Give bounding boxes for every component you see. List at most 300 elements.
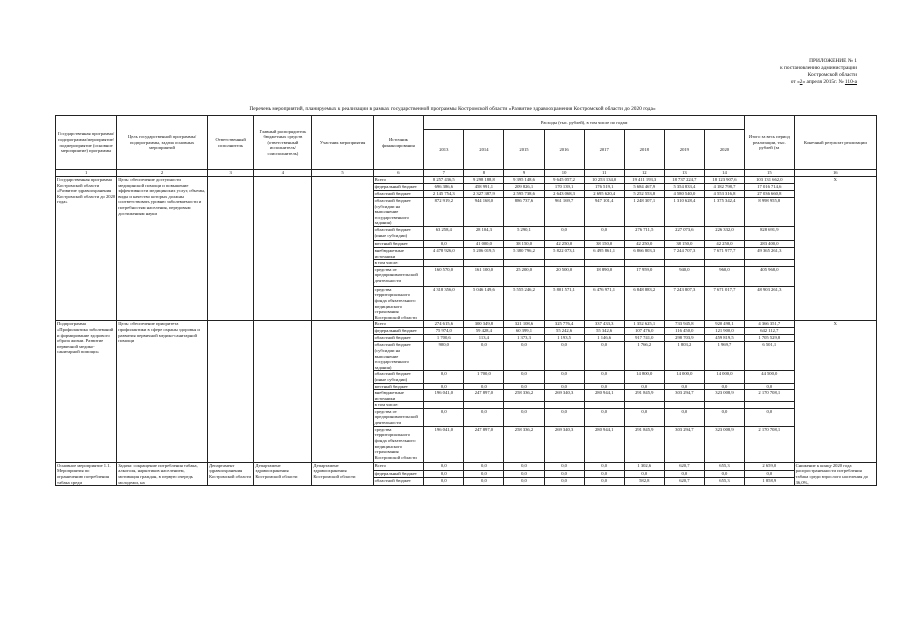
col-budget-manager: Главный распорядитель бюджетных средств (ответственный исполнитель/ соисполнитель): [254, 116, 312, 170]
year-value-cell: 459 819,5: [704, 335, 744, 342]
total-value-cell: 1 705 529,8: [745, 335, 795, 342]
source-cell: средства территориального фонда обязательного медицинского страхования Костромской области: [373, 286, 424, 321]
year-value-cell: 0,0: [464, 470, 504, 478]
year-value-cell: 247 897,0: [464, 390, 504, 402]
year-value-cell: 5 252 553,8: [624, 191, 664, 198]
program-name-cell: Государственная программа Костромской области «Развитие здравоохранения Костромской области до 2020 года»: [56, 177, 117, 321]
year-value-cell: 300 349,8: [464, 321, 504, 328]
year-value-cell: 0,0: [544, 478, 584, 486]
col-result: Конечный результат реализации: [794, 116, 876, 170]
year-value-cell: 0,0: [584, 226, 624, 240]
total-value-cell: 405 968,0: [745, 266, 795, 286]
year-value-cell: [624, 402, 664, 409]
year-value-cell: 2 327 387,9: [464, 191, 504, 198]
year-value-cell: [584, 402, 624, 409]
total-value-cell: 49 365 261,3: [745, 247, 795, 259]
year-value-cell: 8 257 436,5: [424, 177, 464, 184]
source-cell: в том числе:: [373, 402, 424, 409]
appendix-label: ПРИЛОЖЕНИЕ № 1: [809, 58, 857, 64]
year-value-cell: 0,0: [464, 383, 504, 390]
year-value-cell: 0,0: [464, 342, 504, 371]
year-value-cell: 961 169,7: [544, 198, 584, 227]
year-value-cell: 14 000,0: [664, 371, 704, 383]
total-value-cell: 4 366 351,7: [745, 321, 795, 328]
year-value-cell: 0,0: [424, 240, 464, 247]
source-cell: местный бюджет: [373, 383, 424, 390]
year-value-cell: 0,0: [504, 478, 544, 486]
year-value-cell: 38 150,0: [584, 240, 624, 247]
year-value-cell: 303 294,7: [664, 426, 704, 462]
year-value-cell: 5 801 571,1: [544, 286, 584, 321]
year-value-cell: 247 897,0: [464, 426, 504, 462]
year-value-cell: 655,3: [704, 462, 744, 470]
year-value-cell: 5 354 833,4: [664, 184, 704, 191]
table-header: [56, 116, 877, 177]
year-value-cell: 2 643 068,3: [544, 191, 584, 198]
year-value-cell: 1 248 307,1: [624, 198, 664, 227]
budget-manager-cell: Департамент здравоохранения Костромской области: [254, 462, 312, 485]
year-value-cell: 55 342,6: [584, 328, 624, 335]
year-value-cell: 0,0: [424, 470, 464, 478]
year-value-cell: 0,0: [664, 470, 704, 478]
source-cell: областной бюджет (субсидии на выполнение государственного задания): [373, 342, 424, 371]
col-number: 11: [584, 170, 624, 177]
year-value-cell: 321 108,6: [504, 321, 544, 328]
year-value-cell: 0,0: [584, 342, 624, 371]
year-value-cell: 0,0: [584, 470, 624, 478]
year-value-cell: 41 000,0: [464, 240, 504, 247]
year-value-cell: 28 104,3: [464, 226, 504, 240]
year-value-cell: 116 450,0: [664, 328, 704, 335]
source-cell: внебюджетные источники: [373, 390, 424, 402]
result-mark-cell: Х: [794, 177, 876, 321]
year-value-cell: 42 250,0: [624, 240, 664, 247]
year-value-cell: 5 684 467,9: [624, 184, 664, 191]
year-value-cell: 0,0: [704, 408, 744, 426]
year-value-cell: 4 318 356,0: [424, 286, 464, 321]
year-value-cell: 1 375 342,4: [704, 198, 744, 227]
year-value-cell: 582,8: [624, 478, 664, 486]
year-value-cell: 0,0: [704, 383, 744, 390]
total-value-cell: 283 400,0: [745, 240, 795, 247]
year-value-cell: 1 310 628,4: [664, 198, 704, 227]
year-value-cell: 0,0: [544, 462, 584, 470]
year-value-cell: [424, 260, 464, 267]
year-value-cell: 6 476 971,1: [584, 286, 624, 321]
source-cell: федеральный бюджет: [373, 184, 424, 191]
year-value-cell: 0,0: [504, 470, 544, 478]
year-value-cell: 42 250,0: [704, 240, 744, 247]
col-year: 2019: [664, 130, 704, 170]
year-value-cell: 0,0: [624, 470, 664, 478]
year-value-cell: 1 803,2: [664, 342, 704, 371]
year-value-cell: 0,0: [504, 462, 544, 470]
col-responsible: Ответственный исполнитель: [207, 116, 253, 170]
col-year: 2015: [504, 130, 544, 170]
col-year: 2017: [584, 130, 624, 170]
responsible-cell: [207, 321, 253, 463]
col-total-label: Итого за весь период реализации, тыс. рублей: [748, 134, 790, 151]
col-number: 4: [254, 170, 312, 177]
col-year: 2014: [464, 130, 504, 170]
participant-cell: [312, 177, 373, 321]
year-value-cell: 0,0: [584, 462, 624, 470]
source-cell: внебюджетные источники: [373, 247, 424, 259]
goal-cell: Цель: обеспечение доступности медицинской помощи и повышение эффективности медицинских услуг, объемы, виды и качество которых должны соответствовать уровню заболеваемости и потребностям населения, передовым достижениям науки: [117, 177, 208, 321]
result-mark-cell: Х: [794, 321, 876, 463]
year-value-cell: 19 411 193,3: [624, 177, 664, 184]
year-value-cell: 0,0: [584, 478, 624, 486]
year-value-cell: 258 336,2: [504, 426, 544, 462]
year-value-cell: 276 711,5: [624, 226, 664, 240]
year-value-cell: 0,0: [464, 478, 504, 486]
year-value-cell: [704, 260, 744, 267]
year-value-cell: 0,0: [544, 383, 584, 390]
total-value-cell: [745, 402, 795, 409]
year-value-cell: 325 776,4: [544, 321, 584, 328]
year-value-cell: 17 959,0: [624, 266, 664, 286]
col-number: 15: [745, 170, 795, 177]
col-program: Государственная программа/подпрограмма/мероприятие/ подмероприятие (основное мероприятие) программы: [56, 116, 117, 170]
year-value-cell: 0,0: [464, 408, 504, 426]
year-value-cell: 14 000,0: [704, 371, 744, 383]
year-value-cell: 0,0: [544, 342, 584, 371]
source-cell: областной бюджет (субсидии на выполнение государственного задания): [373, 198, 424, 227]
year-value-cell: 886 737,6: [504, 198, 544, 227]
source-cell: в том числе:: [373, 260, 424, 267]
col-goal: Цель государственной программы/подпрограммы, задача основных мероприятий: [117, 116, 208, 170]
col-number: 12: [624, 170, 664, 177]
year-value-cell: 7 671 017,7: [704, 286, 744, 321]
col-year: 2016: [544, 130, 584, 170]
year-value-cell: 38 150,0: [504, 240, 544, 247]
year-value-cell: 0,0: [624, 408, 664, 426]
year-value-cell: 0,0: [464, 462, 504, 470]
year-value-cell: 196 041,0: [424, 390, 464, 402]
total-value-cell: 642 112,7: [745, 328, 795, 335]
source-cell: областной бюджет: [373, 335, 424, 342]
year-value-cell: [704, 402, 744, 409]
year-value-cell: 0,0: [424, 478, 464, 486]
total-value-cell: 2 659,0: [745, 462, 795, 470]
year-value-cell: 872 919,2: [424, 198, 464, 227]
year-value-cell: 620,7: [664, 462, 704, 470]
year-value-cell: 0,0: [504, 408, 544, 426]
year-value-cell: 298 703,9: [664, 335, 704, 342]
year-value-cell: 291 845,9: [624, 426, 664, 462]
year-value-cell: 269 340,3: [544, 426, 584, 462]
total-value-cell: 2 170 708,1: [745, 426, 795, 462]
measures-table: [55, 115, 877, 486]
year-value-cell: 274 615,6: [424, 321, 464, 328]
year-value-cell: 209 826,1: [504, 184, 544, 191]
table-row: [56, 321, 877, 328]
year-value-cell: 258 336,2: [504, 390, 544, 402]
year-value-cell: [544, 402, 584, 409]
source-cell: областной бюджет: [373, 478, 424, 486]
total-value-cell: 48 903 261,3: [745, 286, 795, 321]
total-value-cell: [745, 260, 795, 267]
year-value-cell: 620,7: [664, 478, 704, 486]
col-number: 13: [664, 170, 704, 177]
year-value-cell: 269 340,3: [544, 390, 584, 402]
col-total-note: (за: [773, 145, 780, 151]
year-value-cell: 18 123 907,6: [704, 177, 744, 184]
year-value-cell: 196 041,0: [424, 426, 464, 462]
col-expenses: Расходы (тыс. рублей), в том числе по годам: [424, 116, 745, 130]
year-value-cell: 0,0: [504, 342, 544, 371]
col-number: 3: [207, 170, 253, 177]
year-value-cell: 113,4: [464, 335, 504, 342]
source-cell: Всего: [373, 177, 424, 184]
appendix-header: [780, 58, 857, 86]
year-value-cell: 0,0: [584, 371, 624, 383]
date-mid: » апреля 2015г. №: [802, 79, 844, 85]
table-row: [56, 177, 877, 184]
year-value-cell: 0,0: [424, 371, 464, 383]
year-value-cell: 900,0: [424, 342, 464, 371]
year-value-cell: 0,0: [544, 226, 584, 240]
year-value-cell: 42 250,0: [544, 240, 584, 247]
year-value-cell: 920 498,1: [704, 321, 744, 328]
year-value-cell: 4 553 316,8: [704, 191, 744, 198]
total-value-cell: 6 501,1: [745, 342, 795, 371]
col-number: 5: [312, 170, 373, 177]
source-cell: областной бюджет (иные субсидии): [373, 371, 424, 383]
year-value-cell: 1 373,3: [504, 335, 544, 342]
year-value-cell: [424, 402, 464, 409]
total-value-cell: 44 500,0: [745, 371, 795, 383]
year-value-cell: 696 386,6: [424, 184, 464, 191]
source-cell: средства территориального фонда обязательного медицинского страхования Костромской области: [373, 426, 424, 462]
program-name-cell: Подпрограмма «Профилактика заболеваний и формирование здорового образа жизни. Развитие первичной медико-санитарной помощи»: [56, 321, 117, 463]
document-title: Перечень мероприятий, планируемых к реализации в рамках государственной программы Костромской области «Развитие здравоохранения Костромской области до 2020 года»: [249, 106, 656, 112]
year-value-cell: [464, 260, 504, 267]
year-value-cell: 14 800,0: [624, 371, 664, 383]
col-source: Источник финансирования: [373, 116, 424, 170]
table-body: [56, 177, 877, 486]
year-value-cell: 4 580 540,0: [664, 191, 704, 198]
year-value-cell: 9 645 057,2: [544, 177, 584, 184]
year-value-cell: 0,0: [544, 371, 584, 383]
budget-manager-cell: [254, 177, 312, 321]
year-value-cell: 107 476,0: [624, 328, 664, 335]
col-participant: Участник мероприятия: [312, 116, 373, 170]
year-value-cell: 160 570,0: [424, 266, 464, 286]
participant-cell: Департамент здравоохранения Костромской области: [312, 462, 373, 485]
year-value-cell: 5 822 073,1: [544, 247, 584, 259]
year-value-cell: 458 991,1: [464, 184, 504, 191]
participant-cell: [312, 321, 373, 463]
year-value-cell: 0,0: [664, 383, 704, 390]
year-value-cell: 5 380 796,2: [504, 247, 544, 259]
year-value-cell: 226 332,0: [704, 226, 744, 240]
year-value-cell: 0,0: [424, 383, 464, 390]
source-cell: областной бюджет: [373, 191, 424, 198]
year-value-cell: 323 008,9: [704, 390, 744, 402]
col-number: 14: [704, 170, 744, 177]
year-value-cell: 0,0: [704, 470, 744, 478]
year-value-cell: 0,0: [584, 408, 624, 426]
year-value-cell: 5 290,1: [504, 226, 544, 240]
year-value-cell: 1 193,5: [544, 335, 584, 342]
year-value-cell: 1 352 625,1: [624, 321, 664, 328]
year-value-cell: 6 866 803,3: [624, 247, 664, 259]
year-value-cell: 0,0: [584, 383, 624, 390]
year-value-cell: 0,0: [544, 408, 584, 426]
year-value-cell: 5 046 149,6: [464, 286, 504, 321]
year-value-cell: 1 766,2: [624, 342, 664, 371]
col-number: 7: [424, 170, 464, 177]
goal-cell: Цель: обеспечение приоритета профилактики в сфере охраны здоровья и развития первичной медико-санитарной помощи: [117, 321, 208, 463]
year-value-cell: 917 741,0: [624, 335, 664, 342]
table-row: [56, 462, 877, 470]
appendix-line3: Костромской области: [807, 72, 857, 78]
year-value-cell: 9 395 148,6: [504, 177, 544, 184]
appendix-date: [780, 79, 857, 86]
year-value-cell: 1 700,6: [424, 335, 464, 342]
year-value-cell: 4 182 798,7: [704, 184, 744, 191]
year-value-cell: 18 890,0: [584, 266, 624, 286]
total-value-cell: 1 858,9: [745, 478, 795, 486]
year-value-cell: [664, 402, 704, 409]
year-value-cell: 63 258,4: [424, 226, 464, 240]
source-cell: федеральный бюджет: [373, 470, 424, 478]
year-value-cell: [664, 260, 704, 267]
year-value-cell: 0,0: [544, 470, 584, 478]
total-value-cell: 27 036 660,8: [745, 191, 795, 198]
source-cell: федеральный бюджет: [373, 328, 424, 335]
year-value-cell: 9 298 188,8: [464, 177, 504, 184]
date-prefix: от «: [790, 79, 800, 85]
year-value-cell: 337 433,3: [584, 321, 624, 328]
column-numbers-row: [56, 170, 877, 177]
year-value-cell: 60 399,1: [504, 328, 544, 335]
year-value-cell: [544, 260, 584, 267]
total-value-cell: 828 691,9: [745, 226, 795, 240]
year-value-cell: 18 737 224,7: [664, 177, 704, 184]
col-year: 2020: [704, 130, 744, 170]
year-value-cell: 303 294,7: [664, 390, 704, 402]
year-value-cell: 6 848 883,2: [624, 286, 664, 321]
col-number: 8: [464, 170, 504, 177]
year-value-cell: 121 900,0: [704, 328, 744, 335]
year-value-cell: 655,3: [704, 478, 744, 486]
responsible-cell: [207, 177, 253, 321]
col-year: 2018: [624, 130, 664, 170]
col-total: [745, 116, 795, 170]
total-value-cell: 2 170 708,1: [745, 390, 795, 402]
year-value-cell: 1 969,7: [704, 342, 744, 371]
col-number: 9: [504, 170, 544, 177]
year-value-cell: 5 555 246,2: [504, 286, 544, 321]
year-value-cell: 55 242,6: [544, 328, 584, 335]
col-number: 10: [544, 170, 584, 177]
year-value-cell: 0,0: [664, 408, 704, 426]
year-value-cell: [504, 260, 544, 267]
total-value-cell: 8 998 955,8: [745, 198, 795, 227]
year-value-cell: 944 168,0: [464, 198, 504, 227]
year-value-cell: 323 008,9: [704, 426, 744, 462]
year-value-cell: 75 974,0: [424, 328, 464, 335]
year-value-cell: 5 206 019,5: [464, 247, 504, 259]
source-cell: средства от предпринимательской деятельности: [373, 408, 424, 426]
total-value-cell: 0,0: [745, 383, 795, 390]
year-value-cell: 170 139,1: [544, 184, 584, 191]
year-value-cell: 6 495 861,1: [584, 247, 624, 259]
program-name-cell: Основное мероприятие 1.1. Мероприятия по ограничению потребления табака среди: [56, 462, 117, 485]
year-value-cell: [624, 260, 664, 267]
year-value-cell: 38 150,0: [664, 240, 704, 247]
year-value-cell: 1 146,6: [584, 335, 624, 342]
total-value-cell: 17 016 714,6: [745, 184, 795, 191]
year-value-cell: 947 101,4: [584, 198, 624, 227]
year-value-cell: 0,0: [624, 383, 664, 390]
budget-manager-cell: [254, 321, 312, 463]
result-cell: Снижение к концу 2020 года распространенности потребления табака среди взрослого населения до 36,0%,: [794, 462, 876, 485]
source-cell: местный бюджет: [373, 240, 424, 247]
source-cell: Всего: [373, 321, 424, 328]
source-cell: Всего: [373, 462, 424, 470]
year-value-cell: 4 478 926,0: [424, 247, 464, 259]
source-cell: областной бюджет (иные субсидии): [373, 226, 424, 240]
year-value-cell: [504, 402, 544, 409]
year-value-cell: 280 944,1: [584, 426, 624, 462]
col-number: 16: [794, 170, 876, 177]
total-value-cell: 0,0: [745, 470, 795, 478]
year-value-cell: 7 243 807,3: [664, 286, 704, 321]
year-value-cell: 291 845,9: [624, 390, 664, 402]
year-value-cell: 0,0: [504, 371, 544, 383]
year-value-cell: [584, 260, 624, 267]
year-value-cell: 280 944,1: [584, 390, 624, 402]
goal-cell: Задача: сокращение потребления табака, алкоголя, наркотиков населением, мотивация граждан, в первую очередь молодежи, на: [117, 462, 208, 485]
year-value-cell: 2 145 754,3: [424, 191, 464, 198]
source-cell: средства от предпринимательской деятельности: [373, 266, 424, 286]
year-value-cell: 59 428,4: [464, 328, 504, 335]
year-value-cell: 1 302,6: [624, 462, 664, 470]
year-value-cell: 960,0: [704, 266, 744, 286]
year-value-cell: 0,0: [424, 408, 464, 426]
year-value-cell: 227 073,6: [664, 226, 704, 240]
col-year: 2013: [424, 130, 464, 170]
total-value-cell: 0,0: [745, 408, 795, 426]
appendix-line2: к постановлению администрации: [780, 65, 857, 71]
year-value-cell: 161 100,0: [464, 266, 504, 286]
col-number: 1: [56, 170, 117, 177]
year-value-cell: 0,0: [504, 383, 544, 390]
col-number: 2: [117, 170, 208, 177]
year-value-cell: 176 519,1: [584, 184, 624, 191]
year-value-cell: 2 595 738,6: [504, 191, 544, 198]
year-value-cell: 10 253 134,0: [584, 177, 624, 184]
year-value-cell: 940,0: [664, 266, 704, 286]
year-value-cell: 25 200,0: [504, 266, 544, 286]
year-value-cell: 1 700,0: [464, 371, 504, 383]
document-number: 110-а: [844, 79, 857, 85]
col-number: 6: [373, 170, 424, 177]
year-value-cell: 0,0: [424, 462, 464, 470]
responsible-cell: Департамент здравоохранения Костромской области: [207, 462, 253, 485]
date-day: 2: [799, 79, 803, 85]
year-value-cell: 7 671 977,7: [704, 247, 744, 259]
year-value-cell: 2 695 620,4: [584, 191, 624, 198]
total-value-cell: 103 131 662,0: [745, 177, 795, 184]
year-value-cell: 7 244 707,3: [664, 247, 704, 259]
year-value-cell: 733 945,8: [664, 321, 704, 328]
year-value-cell: 20 500,0: [544, 266, 584, 286]
year-value-cell: [464, 402, 504, 409]
